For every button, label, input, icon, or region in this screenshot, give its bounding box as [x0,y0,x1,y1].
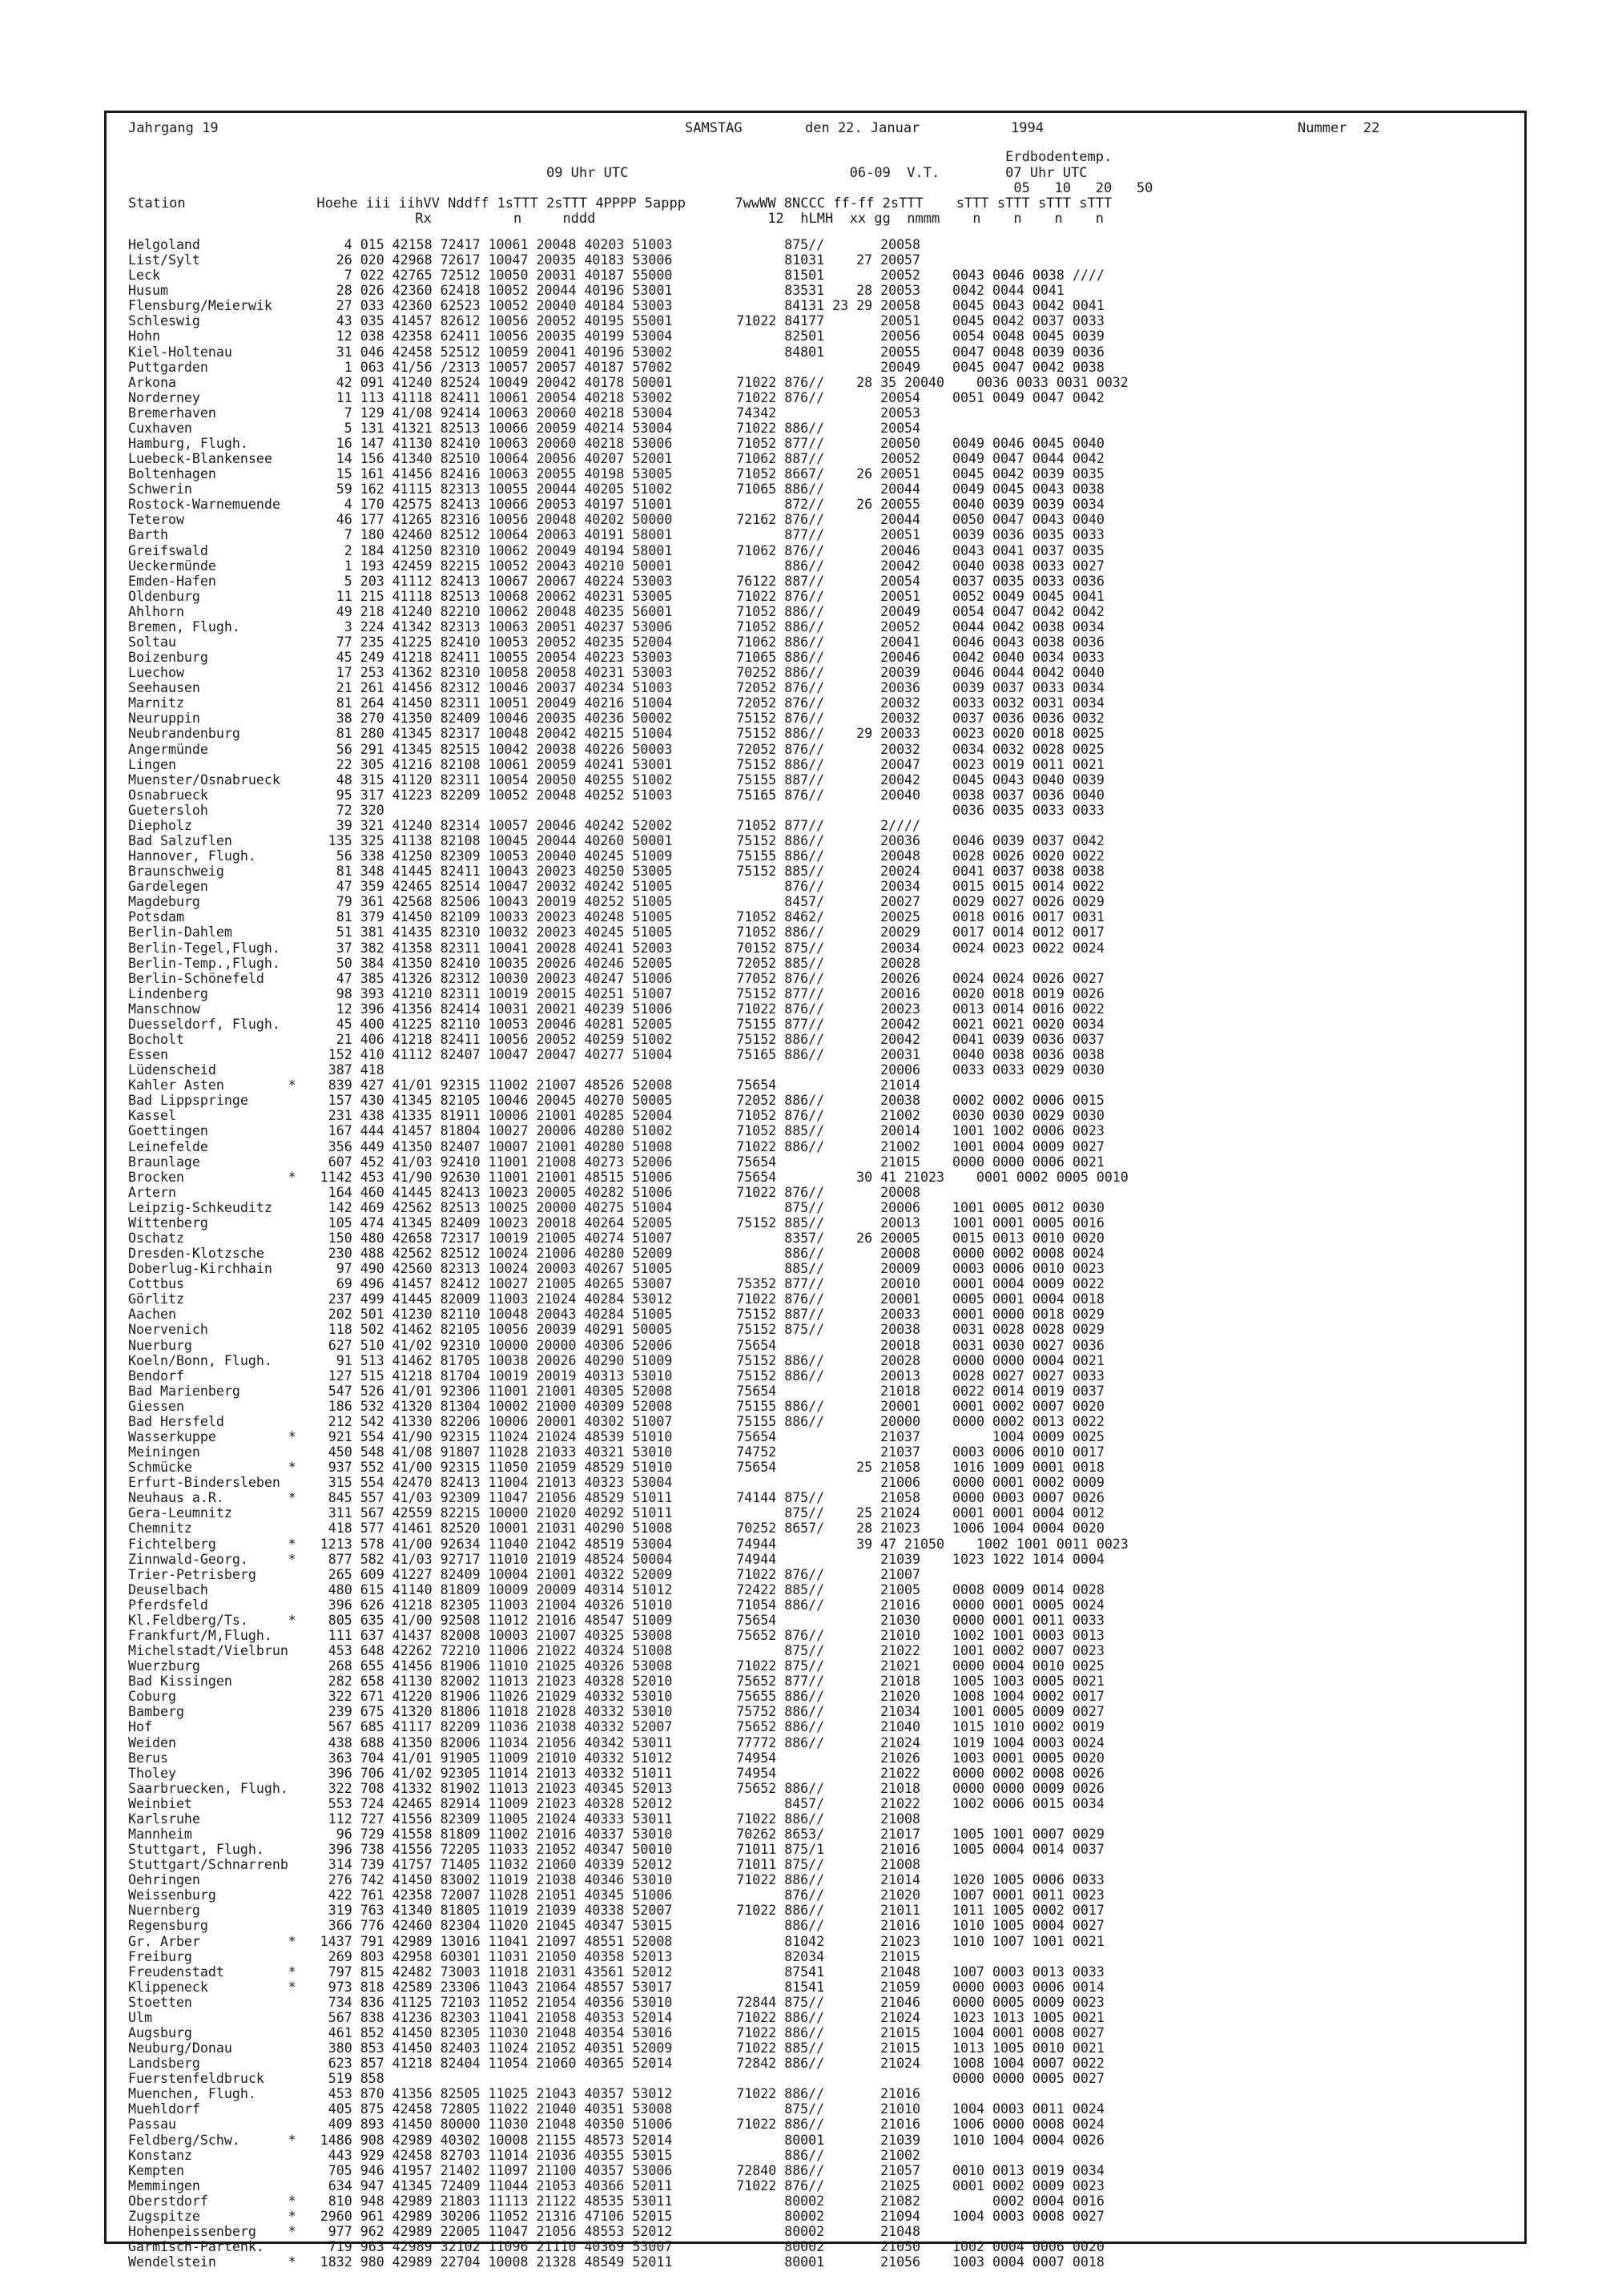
station-row: List/Sylt 26 020 42968 72617 10047 20035 40183 53006 81031 27 20057 [128,252,921,268]
station-row: Helgoland 4 015 42158 72417 10061 20048 40203 51003 875// 20058 [128,237,921,252]
station-row: Duesseldorf, Flugh. 45 400 41225 82110 10053 20046 40281 52005 75155 877// 20042 0021 0021 0020 0034 [128,1016,1105,1032]
station-row: Gera-Leumnitz 311 567 42559 82215 10000 21020 40292 51011 875// 25 21024 0001 0001 0004 0012 [128,1505,1105,1521]
station-row: Garmisch-Partenk. 719 963 42989 32102 11096 21110 40369 53007 80002 21050 1002 0004 0006 0020 [128,2239,1105,2255]
station-row: Konstanz 443 929 42458 82703 11014 21036 40355 53015 886// 21002 [128,2147,921,2163]
station-row: Potsdam 81 379 41450 82109 10033 20023 40248 51005 71052 8462/ 20025 0018 0016 0017 0031 [128,909,1105,925]
station-row: Wittenberg 105 474 41345 82409 10023 20018 40264 52005 75152 885// 20013 1001 0001 0005 0016 [128,1214,1105,1231]
weekday-label: SAMSTAG [685,120,743,136]
station-row: Wendelstein * 1832 980 42989 22704 10008 21328 48549 52011 80001 21056 1003 0004 0007 0018 [128,2254,1105,2270]
station-row: Kempten 705 946 41957 21402 11097 21100 40357 53006 72840 886// 21057 0010 0013 0019 0034 [128,2162,1105,2178]
station-row: Meiningen 450 548 41/08 91807 11028 21033 40321 53010 74752 21037 0003 0006 0010 0017 [128,1444,1105,1460]
station-row: Mannheim 96 729 41558 81809 11002 21016 40337 53010 70262 8653/ 21017 1005 1001 0007 0029 [128,1827,1105,1842]
station-row: Bendorf 127 515 41218 81704 10019 20019 40313 53010 75152 886// 20013 0028 0027 0027 0033 [128,1368,1105,1384]
station-row: Angermünde 56 291 41345 82515 10042 20038 40226 50003 72052 876// 20032 0034 0032 0028 0025 [128,741,1105,757]
station-row: Memmingen 634 947 41345 72409 11044 21053 40366 52011 71022 876// 21025 0001 0002 0009 0023 [128,2177,1105,2193]
station-row: Gardelegen 47 359 42465 82514 10047 20032 40242 51005 876// 20034 0015 0015 0014 0022 [128,879,1105,895]
station-row: Freiburg 269 803 42958 60301 11031 21050 40358 52013 82034 21015 [128,1948,921,1964]
station-row: Zinnwald-Georg. * 877 582 41/03 92717 11010 21019 48524 50004 74944 21039 1023 1022 1014 0004 [128,1551,1105,1567]
station-row: Kiel-Holtenau 31 046 42458 52512 10059 20041 40196 53002 84801 20055 0047 0048 0039 0036 [128,344,1105,360]
station-row: Giessen 186 532 41320 81304 10002 21000 40309 52008 75155 886// 20001 0001 0002 0007 0020 [128,1398,1105,1414]
station-row: Oldenburg 11 215 41118 82513 10068 20062 40231 53005 71022 876// 20051 0052 0049 0045 0041 [128,588,1105,604]
station-row: Berus 363 704 41/01 91905 11009 21010 40332 51012 74954 21026 1003 0001 0005 0020 [128,1750,1105,1766]
station-row: Leipzig-Schkeuditz 142 469 42562 82513 10025 20000 40275 51004 875// 20006 1001 0005 0012 0030 [128,1199,1105,1215]
station-row: Koeln/Bonn, Flugh. 91 513 41462 81705 10038 20026 40290 51009 75152 886// 20028 0000 0000 0004 0021 [128,1352,1105,1368]
station-row: Ulm 567 838 41236 82303 11041 21058 40353 52014 71022 886// 21024 1023 1013 1005 0021 [128,2009,1105,2025]
station-row: Tholey 396 706 41/02 92305 11014 21013 40332 51011 74954 21022 0000 0002 0008 0026 [128,1765,1105,1781]
station-row: Saarbruecken, Flugh. 322 708 41332 81902 11013 21023 40345 52013 75652 886// 21018 0000 0000 0009 0026 [128,1780,1105,1796]
date-label: den 22. Januar [805,120,920,136]
station-row: Lindenberg 98 393 41210 82311 10019 20015 40251 51007 75152 877// 20016 0020 0018 0019 0026 [128,985,1105,1001]
station-row: Boizenburg 45 249 41218 82411 10055 20054 40223 53003 71065 886// 20046 0042 0040 0034 0033 [128,650,1105,666]
station-row: Norderney 11 113 41118 82411 10061 20054 40218 53002 71022 876// 20054 0051 0049 0047 0042 [128,389,1105,405]
station-row: Barth 7 180 42460 82512 10064 20063 40191 58001 877// 20051 0039 0036 0035 0033 [128,527,1105,543]
station-row: Cuxhaven 5 131 41321 82513 10066 20059 40214 53004 71022 886// 20054 [128,420,921,436]
station-row: Wasserkuppe * 921 554 41/90 92315 11024 21024 48539 51010 75654 21037 1004 0009 0025 [128,1429,1105,1444]
station-row: Bremerhaven 7 129 41/08 92414 10063 20060 40218 53004 74342 20053 [128,405,921,421]
station-row: Muenchen, Flugh. 453 870 41356 82505 11025 21043 40357 53012 71022 886// 21016 [128,2086,921,2102]
station-row: Pferdsfeld 396 626 41218 82305 11003 21004 40326 51010 71054 886// 21016 0000 0001 0005 0024 [128,1597,1105,1613]
station-row: Osnabrueck 95 317 41223 82209 10052 20048 40252 51003 75165 876// 20040 0038 0037 0036 0040 [128,787,1105,803]
station-row: Bamberg 239 675 41320 81806 11018 21028 40332 53010 75752 886// 21034 1001 0005 0009 0027 [128,1704,1105,1720]
station-row: Neuburg/Donau 380 853 41450 82403 11024 21052 40351 52009 71022 885// 21015 1013 1005 0010 0021 [128,2040,1105,2056]
station-row: Bad Kissingen 282 658 41130 82002 11013 21023 40328 52010 75652 877// 21018 1005 1003 0005 0021 [128,1674,1105,1690]
station-row: Artern 164 460 41445 82413 10023 20005 40282 51006 71022 876// 20008 [128,1184,921,1200]
station-row: Klippeneck * 973 818 42589 23306 11043 21064 48557 53017 81541 21059 0000 0003 0006 0014 [128,1979,1105,1995]
station-row: Feldberg/Schw. * 1486 908 42989 40302 10008 21155 48573 52014 80001 21039 1010 1004 0004 0026 [128,2132,1105,2148]
station-row: Wuerzburg 268 655 41456 81906 11010 21025 40326 53008 71022 875// 21021 0000 0004 0010 0025 [128,1658,1105,1674]
station-row: Nuernberg 319 763 41340 81805 11019 21039 40338 52007 71022 886// 21011 1011 1005 0002 0017 [128,1903,1105,1919]
station-row: Hohenpeissenberg * 977 962 42989 22005 11047 21056 48553 52012 80002 21048 [128,2224,921,2239]
column-header-line-2: 09 Uhr UTC 06-09 V.T. 07 Uhr UTC [128,165,1088,181]
station-row: Neuhaus a.R. * 845 557 41/03 92309 11047 21056 48529 51011 74144 875// 21058 0000 0003 0007 0026 [128,1490,1105,1506]
station-row: Karlsruhe 112 727 41556 82309 11005 21024 40333 53011 71022 886// 21008 [128,1811,921,1827]
station-row: Augsburg 461 852 41450 82305 11030 21048 40354 53016 71022 886// 21015 1004 0001 0008 0027 [128,2025,1105,2040]
station-row: Weinbiet 553 724 42465 82914 11009 21023 40328 52012 8457/ 21022 1002 0006 0015 0034 [128,1795,1105,1811]
station-row: Lingen 22 305 41216 82108 10061 20059 40241 53001 75152 886// 20047 0023 0019 0011 0021 [128,756,1105,772]
station-row: Weiden 438 688 41350 82006 11034 21056 40342 53011 77772 886// 21024 1019 1004 0003 0024 [128,1734,1105,1750]
station-row: Stuttgart/Schnarrenb 314 739 41757 71405 11032 21060 40339 52012 71011 875// 21008 [128,1857,921,1873]
station-row: Hof 567 685 41117 82209 11036 21038 40332 52007 75652 886// 21040 1015 1010 0002 0019 [128,1719,1105,1735]
station-row: Muehldorf 405 875 42458 72805 11022 21040 40351 53008 875// 21010 1004 0003 0011 0024 [128,2101,1105,2117]
station-row: Soltau 77 235 41225 82410 10053 20052 40235 52004 71062 886// 20041 0046 0043 0038 0036 [128,634,1105,650]
station-row: Freudenstadt * 797 815 42482 73003 11018 21031 43561 52012 87541 21048 1007 0003 0013 0033 [128,1964,1105,1980]
station-row: Bremen, Flugh. 3 224 41342 82313 10063 20051 40237 53006 71052 886// 20052 0044 0042 0038 0034 [128,618,1105,634]
station-row: Görlitz 237 499 41445 82009 11003 21024 40284 53012 71022 876// 20001 0005 0001 0004 0018 [128,1291,1105,1307]
station-row: Chemnitz 418 577 41461 82520 10001 21031 40290 51008 70252 8657/ 28 21023 1006 1004 0004 0020 [128,1521,1105,1537]
station-row: Luebeck-Blankensee 14 156 41340 82510 10064 20056 40207 52001 71062 887// 20052 0049 0047 0044 0042 [128,451,1105,467]
station-row: Stoetten 734 836 41125 72103 11052 21054 40356 53010 72844 875// 21046 0000 0005 0009 0023 [128,1994,1105,2010]
station-row: Michelstadt/Vielbrun 453 648 42262 72210 11006 21022 40324 51008 875// 21022 1001 0002 0007 0023 [128,1643,1105,1659]
station-row: Trier-Petrisberg 265 609 41227 82409 10004 21001 40322 52009 71022 876// 21007 [128,1566,921,1582]
station-row: Zugspitze * 2960 961 42989 30206 11052 21316 47106 52015 80002 21094 1004 0003 0008 0027 [128,2208,1105,2224]
station-row: Kahler Asten * 839 427 41/01 92315 11002 21007 48526 52008 75654 21014 [128,1078,921,1094]
station-row: Goettingen 167 444 41457 81804 10027 20006 40280 51002 71052 885// 20014 1001 1002 0006 0023 [128,1123,1105,1139]
station-row: Rostock-Warnemuende 4 170 42575 82413 10066 20053 40197 51001 872// 26 20055 0040 0039 0039 0034 [128,497,1105,513]
station-row: Landsberg 623 857 41218 82404 11054 21060 40365 52014 72842 886// 21024 1008 1004 0007 0022 [128,2056,1105,2072]
column-header-line-4: Station Hoehe iii iihVV Nddff 1sTTT 2sTTT 4PPPP 5appp 7wwWW 8NCCC ff-ff 2sTTT sTTT sTTT sTTT sTTT [128,195,1113,211]
station-row: Bad Salzuflen 135 325 41138 82108 10045 20044 40260 50001 75152 886// 20036 0046 0039 0037 0042 [128,833,1105,848]
station-row: Kl.Feldberg/Ts. * 805 635 41/00 92508 11012 21016 48547 51009 75654 21030 0000 0001 0011 0033 [128,1612,1105,1628]
station-row: Leinefelde 356 449 41350 82407 10007 21001 40280 51008 71022 886// 21002 1001 0004 0009 0027 [128,1138,1105,1154]
station-row: Neubrandenburg 81 280 41345 82317 10048 20042 40215 51004 75152 886// 29 20033 0023 0020 0018 0025 [128,726,1105,742]
station-row: Schmücke * 937 552 41/00 92315 11050 21059 48529 51010 75654 25 21058 1016 1009 0001 0018 [128,1460,1105,1476]
column-header-line-1: Erdbodentemp. [128,149,1113,165]
station-row: Berlin-Temp.,Flugh. 50 384 41350 82410 10035 20026 40246 52005 72052 885// 20028 [128,955,921,971]
station-row: Leck 7 022 42765 72512 10050 20031 40187 55000 81501 20052 0043 0046 0038 //// [128,268,1105,284]
station-row: Teterow 46 177 41265 82316 10056 20048 40202 50000 72162 876// 20044 0050 0047 0043 0040 [128,512,1105,528]
station-row: Braunschweig 81 348 41445 82411 10043 20023 40250 53005 75152 885// 20024 0041 0037 0038 0038 [128,864,1105,880]
station-row: Deuselbach 480 615 41140 81809 10009 20009 40314 51012 72422 885// 21005 0008 0009 0014 0028 [128,1581,1105,1597]
station-row: Erfurt-Bindersleben 315 554 42470 82413 11004 21013 40323 53004 21006 0000 0001 0002 0009 [128,1475,1105,1491]
column-header-line-5: Rx n nddd 12 hLMH xx gg nmmm n n n n [128,211,1104,227]
station-row: Schleswig 43 035 41457 82612 10056 20052 40195 55001 71022 84177 20051 0045 0042 0037 0033 [128,313,1105,329]
station-row: Diepholz 39 321 41240 82314 10057 20046 40242 52002 71052 877// 2//// [128,817,921,833]
station-row: Ahlhorn 49 218 41240 82210 10062 20048 40235 56001 71052 886// 20049 0054 0047 0042 0042 [128,603,1105,619]
station-row: Fuerstenfeldbruck 519 858 0000 0000 0005 0027 [128,2071,1105,2087]
station-row: Boltenhagen 15 161 41456 82416 10063 20055 40198 53005 71052 8667/ 26 20051 0045 0042 0039 0035 [128,466,1105,482]
station-row: Gr. Arber * 1437 791 42989 13016 11041 21097 48551 52008 81042 21023 1010 1007 1001 0021 [128,1933,1105,1949]
station-row: Husum 28 026 42360 62418 10052 20044 40196 53001 83531 28 20053 0042 0044 0041 [128,283,1065,299]
station-row: Hohn 12 038 42358 62411 10056 20035 40199 53004 82501 20056 0054 0048 0045 0039 [128,328,1105,344]
station-row: Manschnow 12 396 41356 82414 10031 20021 40239 51006 71022 876// 20023 0013 0014 0016 0022 [128,1001,1105,1017]
station-row: Schwerin 59 162 41115 82313 10055 20044 40205 51002 71065 886// 20044 0049 0045 0043 0038 [128,481,1105,497]
station-row: Marnitz 81 264 41450 82311 10051 20049 40216 51004 72052 876// 20032 0033 0032 0031 0034 [128,695,1105,711]
station-row: Fichtelberg * 1213 578 41/00 92634 11040 21042 48519 53004 74944 39 47 21050 1002 1001 0011 0023 [128,1536,1129,1552]
station-row: Stuttgart, Flugh. 396 738 41556 72205 11033 21052 40347 50010 71011 875/1 21016 1005 0004 0014 0037 [128,1842,1105,1858]
station-row: Guetersloh 72 320 0036 0035 0033 0033 [128,802,1105,818]
year-label: 1994 [1011,120,1044,136]
station-row: Doberlug-Kirchhain 97 490 42560 82313 10024 20003 40267 51005 885// 20009 0003 0006 0010 0023 [128,1261,1105,1277]
station-row: Luechow 17 253 41362 82310 10058 20058 40231 53003 70252 886// 20039 0046 0044 0042 0040 [128,665,1105,681]
station-row: Essen 152 410 41112 82407 10047 20047 40277 51004 75165 886// 20031 0040 0038 0036 0038 [128,1047,1105,1063]
station-row: Greifswald 2 184 41250 82310 10062 20049 40194 58001 71062 876// 20046 0043 0041 0037 0035 [128,542,1105,558]
station-row: Flensburg/Meierwik 27 033 42360 62523 10052 20040 40184 53003 84131 23 29 20058 0045 0043 0042 0041 [128,298,1105,314]
station-row: Emden-Hafen 5 203 41112 82413 10067 20067 40224 53003 76122 887// 20054 0037 0035 0033 0036 [128,573,1105,589]
station-row: Kassel 231 438 41335 81911 10006 21001 40285 52004 71052 876// 21002 0030 0030 0029 0030 [128,1108,1105,1124]
station-row: Noervenich 118 502 41462 82105 10056 20039 40291 50005 75152 875// 20038 0031 0028 0028 0029 [128,1322,1105,1338]
station-row: Hannover, Flugh. 56 338 41250 82309 10053 20040 40245 51009 75155 886// 20048 0028 0026 0020 0022 [128,848,1105,864]
station-row: Oehringen 276 742 41450 83002 11019 21038 40346 53010 71022 886// 21014 1020 1005 0006 0033 [128,1872,1105,1888]
station-row: Aachen 202 501 41230 82110 10048 20043 40284 51005 75152 887// 20033 0001 0000 0018 0029 [128,1307,1105,1323]
station-row: Dresden-Klotzsche 230 488 42562 82512 10024 21006 40280 52009 886// 20008 0000 0002 0008 0024 [128,1246,1105,1262]
station-row: Coburg 322 671 41220 81906 11026 21029 40332 53010 75655 886// 21020 1008 1004 0002 0017 [128,1689,1105,1705]
station-row: Frankfurt/M,Flugh. 111 637 41437 82008 10003 21007 40325 53008 75652 876// 21010 1002 1001 0003 0013 [128,1628,1105,1643]
station-row: Oschatz 150 480 42658 72317 10019 21005 40274 51007 8357/ 26 20005 0015 0013 0010 0020 [128,1231,1105,1246]
jahrgang-label: Jahrgang 19 [128,120,219,136]
station-row: Brocken * 1142 453 41/90 92630 11001 21001 48515 51006 75654 30 41 21023 0001 0002 0005 0010 [128,1169,1129,1185]
station-row: Berlin-Dahlem 51 381 41435 82310 10032 20023 40245 51005 71052 886// 20029 0017 0014 0012 0017 [128,924,1105,941]
station-row: Muenster/Osnabrueck 48 315 41120 82311 10054 20050 40255 51002 75155 887// 20042 0045 0043 0040 0039 [128,771,1105,787]
station-row: Braunlage 607 452 41/03 92410 11001 21008 40273 52006 75654 21015 0000 0000 0006 0021 [128,1154,1105,1170]
station-row: Cottbus 69 496 41457 82412 10027 21005 40265 53007 75352 877// 20010 0001 0004 0009 0022 [128,1276,1105,1292]
station-row: Bocholt 21 406 41218 82411 10056 20052 40259 51002 75152 886// 20042 0041 0039 0036 0037 [128,1032,1105,1047]
station-row: Passau 409 893 41450 80000 11030 21048 40350 51006 71022 886// 21016 1006 0000 0008 0024 [128,2117,1105,2133]
station-row: Weissenburg 422 761 42358 72007 11028 21051 40345 51006 876// 21020 1007 0001 0011 0023 [128,1887,1105,1903]
station-row: Berlin-Schönefeld 47 385 41326 82312 10030 20023 40247 51006 77052 876// 20026 0024 0024 0026 0027 [128,970,1105,986]
station-row: Arkona 42 091 41240 82524 10049 20042 40178 50001 71022 876// 28 35 20040 0036 0033 0031 0032 [128,374,1129,390]
station-row: Lüdenscheid 387 418 20006 0033 0033 0029 0030 [128,1062,1105,1078]
station-row: Bad Lippspringe 157 430 41345 82105 10046 20045 40270 50005 72052 886// 20038 0002 0002 0006 0015 [128,1093,1105,1109]
station-row: Nuerburg 627 510 41/02 92310 10000 20000 40306 52006 75654 20018 0031 0030 0027 0036 [128,1337,1105,1353]
station-row: Bad Marienberg 547 526 41/01 92306 11001 21001 40305 52008 75654 21018 0022 0014 0019 0037 [128,1383,1105,1399]
column-header-line-3: 05 10 20 50 [128,180,1153,196]
station-row: Ueckermünde 1 193 42459 82215 10052 20043 40210 50001 886// 20042 0040 0038 0033 0027 [128,558,1105,574]
station-row: Berlin-Tegel,Flugh. 37 382 41358 82311 10041 20028 40241 52003 70152 875// 20034 0024 0023 0022 0024 [128,940,1105,956]
station-row: Magdeburg 79 361 42568 82506 10043 20019 40252 51005 8457/ 20027 0029 0027 0026 0029 [128,894,1105,910]
station-row: Oberstdorf * 810 948 42989 21803 11113 21122 48535 53011 80002 21082 0002 0004 0016 [128,2193,1105,2209]
station-row: Neuruppin 38 270 41350 82409 10046 20035 40236 50002 75152 876// 20032 0037 0036 0036 0032 [128,711,1105,727]
station-row: Puttgarden 1 063 41/56 /2313 10057 20057 40187 57002 20049 0045 0047 0042 0038 [128,359,1105,375]
station-row: Seehausen 21 261 41456 82312 10046 20037 40234 51003 72052 876// 20036 0039 0037 0033 0034 [128,680,1105,696]
station-row: Regensburg 366 776 42460 82304 11020 21045 40347 53015 886// 21016 1010 1005 0004 0027 [128,1918,1105,1934]
station-row: Hamburg, Flugh. 16 147 41130 82410 10063 20060 40218 53006 71052 877// 20050 0049 0046 0045 0040 [128,436,1105,451]
issue-number-label: Nummer 22 [1298,120,1380,136]
station-row: Bad Hersfeld 212 542 41330 82206 10006 20001 40302 51007 75155 886// 20000 0000 0002 0013 0022 [128,1413,1105,1429]
